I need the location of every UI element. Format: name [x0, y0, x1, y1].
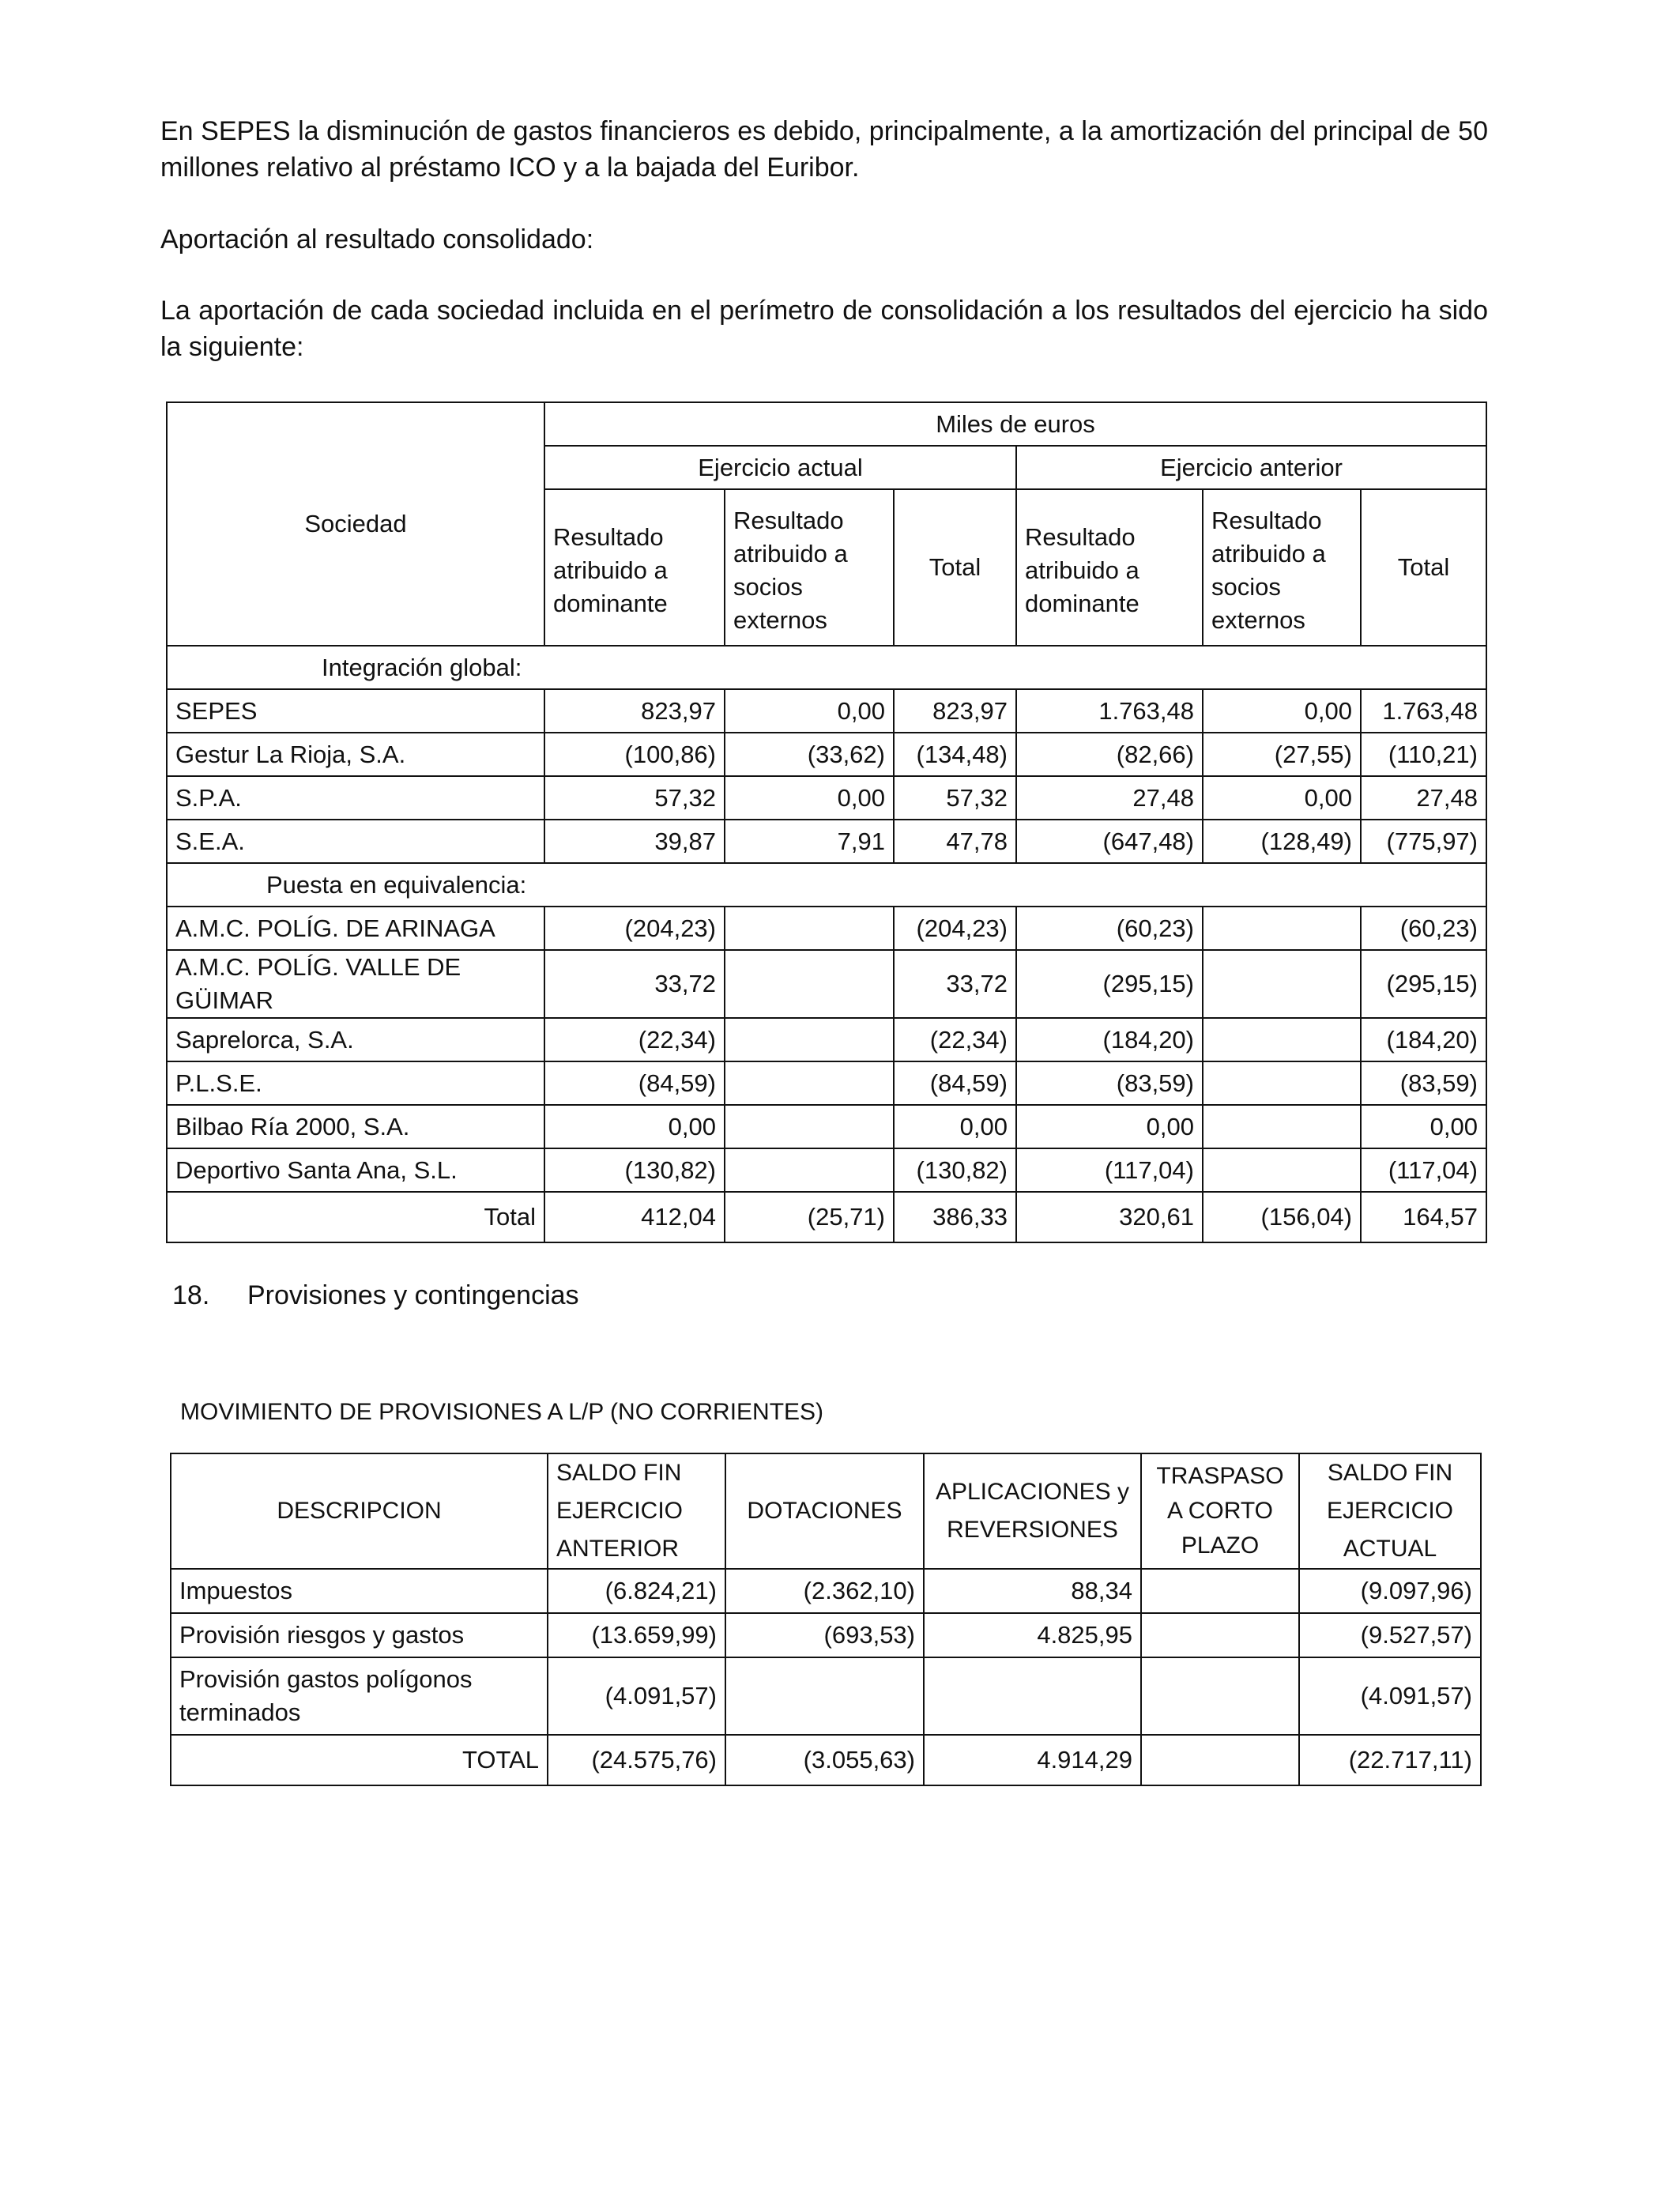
table-row: [167, 820, 1486, 863]
cell: 33,72: [544, 950, 725, 1018]
cell: 57,32: [894, 776, 1016, 820]
row-label: Impuestos: [171, 1569, 548, 1613]
section-title: Provisiones y contingencias: [247, 1280, 579, 1310]
cell: (184,20): [1016, 1018, 1203, 1061]
cell: (130,82): [544, 1148, 725, 1192]
header-actual: Ejercicio actual: [544, 446, 1016, 489]
table-row: [167, 1148, 1486, 1192]
cell: 88,34: [924, 1569, 1141, 1613]
cell: (83,59): [1361, 1061, 1486, 1105]
cell: [725, 950, 894, 1018]
group-label: Integración global:: [167, 646, 1486, 689]
header-row: [171, 1453, 1481, 1569]
cell: 0,00: [544, 1105, 725, 1148]
cell: (100,86): [544, 733, 725, 776]
table-row: [167, 950, 1486, 1018]
cell: (156,04): [1203, 1192, 1361, 1242]
table-row: [167, 689, 1486, 733]
header-descripcion: DESCRIPCION: [171, 1453, 548, 1569]
header-row-1: [167, 402, 1486, 446]
cell: [725, 1018, 894, 1061]
cell: (22,34): [544, 1018, 725, 1061]
row-label: Provisión gastos polígonos terminados: [171, 1657, 548, 1735]
cell: [1141, 1657, 1299, 1735]
header-traspaso: TRASPASO A CORTO PLAZO: [1141, 1453, 1299, 1569]
cell: 4.914,29: [924, 1735, 1141, 1785]
cell: (9.527,57): [1299, 1613, 1481, 1657]
table-row: [167, 1018, 1486, 1061]
cell: [924, 1657, 1141, 1735]
header-saldo-anterior: SALDO FIN EJERCICIO ANTERIOR: [548, 1453, 725, 1569]
cell: (128,49): [1203, 820, 1361, 863]
total-row: [167, 1192, 1486, 1242]
cell: [1141, 1613, 1299, 1657]
header-total-prev: Total: [1361, 489, 1486, 646]
cell: [1203, 1105, 1361, 1148]
cell: (24.575,76): [548, 1735, 725, 1785]
cell: (6.824,21): [548, 1569, 725, 1613]
header-dominante-prev: Resultado atribuido a dominante: [1016, 489, 1203, 646]
cell: 412,04: [544, 1192, 725, 1242]
row-label: Saprelorca, S.A.: [167, 1018, 544, 1061]
total-label: TOTAL: [171, 1735, 548, 1785]
cell: (33,62): [725, 733, 894, 776]
cell: (117,04): [1361, 1148, 1486, 1192]
table-row: [167, 733, 1486, 776]
cell: (4.091,57): [548, 1657, 725, 1735]
row-label: P.L.S.E.: [167, 1061, 544, 1105]
table-row: [171, 1613, 1481, 1657]
cell: [1203, 950, 1361, 1018]
cell: (83,59): [1016, 1061, 1203, 1105]
cell: 1.763,48: [1016, 689, 1203, 733]
cell: (295,15): [1016, 950, 1203, 1018]
cell: 386,33: [894, 1192, 1016, 1242]
provisions-table: [170, 1453, 1482, 1786]
cell: (4.091,57): [1299, 1657, 1481, 1735]
total-label: Total: [167, 1192, 544, 1242]
cell: (117,04): [1016, 1148, 1203, 1192]
row-label: S.P.A.: [167, 776, 544, 820]
cell: (110,21): [1361, 733, 1486, 776]
cell: (9.097,96): [1299, 1569, 1481, 1613]
cell: (693,53): [725, 1613, 924, 1657]
row-label: Provisión riesgos y gastos: [171, 1613, 548, 1657]
header-sociedad: Sociedad: [167, 402, 544, 646]
cell: [1203, 1018, 1361, 1061]
cell: (204,23): [894, 907, 1016, 950]
cell: (2.362,10): [725, 1569, 924, 1613]
cell: 27,48: [1016, 776, 1203, 820]
cell: 0,00: [1361, 1105, 1486, 1148]
header-aplicaciones: APLICACIONES y REVERSIONES: [924, 1453, 1141, 1569]
cell: (84,59): [894, 1061, 1016, 1105]
cell: 57,32: [544, 776, 725, 820]
cell: 33,72: [894, 950, 1016, 1018]
group-row: [167, 646, 1486, 689]
cell: [725, 1061, 894, 1105]
cell: 47,78: [894, 820, 1016, 863]
header-dotaciones: DOTACIONES: [725, 1453, 924, 1569]
cell: (22.717,11): [1299, 1735, 1481, 1785]
cell: [725, 1105, 894, 1148]
cell: (295,15): [1361, 950, 1486, 1018]
cell: (25,71): [725, 1192, 894, 1242]
results-table: [166, 401, 1487, 1243]
cell: 320,61: [1016, 1192, 1203, 1242]
cell: [725, 1657, 924, 1735]
row-label: Bilbao Ría 2000, S.A.: [167, 1105, 544, 1148]
cell: 0,00: [1016, 1105, 1203, 1148]
header-saldo-actual: SALDO FIN EJERCICIO ACTUAL: [1299, 1453, 1481, 1569]
group-row: [167, 863, 1486, 907]
header-dominante: Resultado atribuido a dominante: [544, 489, 725, 646]
total-row: [171, 1735, 1481, 1785]
table-row: [171, 1569, 1481, 1613]
cell: 0,00: [725, 776, 894, 820]
header-total: Total: [894, 489, 1016, 646]
cell: 823,97: [544, 689, 725, 733]
table-row: [167, 1105, 1486, 1148]
cell: [1203, 907, 1361, 950]
cell: (60,23): [1016, 907, 1203, 950]
cell: 0,00: [1203, 689, 1361, 733]
table-row: [167, 907, 1486, 950]
intro-paragraph-2: La aportación de cada sociedad incluida en el perímetro de consolidación a los resultados del ejercicio ha sido la siguiente:: [160, 296, 1488, 362]
cell: (184,20): [1361, 1018, 1486, 1061]
intro-paragraph: En SEPES la disminución de gastos financieros es debido, principalmente, a la amortización del principal de 50 millones relativo al préstamo ICO y a la bajada del Euribor.: [160, 116, 1488, 183]
cell: (204,23): [544, 907, 725, 950]
table-row: [167, 1061, 1486, 1105]
cell: [725, 1148, 894, 1192]
table-caption: MOVIMIENTO DE PROVISIONES A L/P (NO CORRIENTES): [180, 1399, 824, 1425]
row-label: Deportivo Santa Ana, S.L.: [167, 1148, 544, 1192]
cell: [1141, 1569, 1299, 1613]
header-externos-prev: Resultado atribuido a socios externos: [1203, 489, 1361, 646]
cell: [1203, 1061, 1361, 1105]
cell: 0,00: [725, 689, 894, 733]
cell: (27,55): [1203, 733, 1361, 776]
cell: 823,97: [894, 689, 1016, 733]
cell: [725, 907, 894, 950]
row-label: A.M.C. POLÍG. VALLE DE GÜIMAR: [167, 950, 544, 1018]
header-externos: Resultado atribuido a socios externos: [725, 489, 894, 646]
header-anterior: Ejercicio anterior: [1016, 446, 1486, 489]
cell: (647,48): [1016, 820, 1203, 863]
cell: 0,00: [1203, 776, 1361, 820]
group-label: Puesta en equivalencia:: [167, 863, 1486, 907]
cell: (130,82): [894, 1148, 1016, 1192]
section-number: 18.: [172, 1280, 210, 1310]
cell: 1.763,48: [1361, 689, 1486, 733]
cell: (22,34): [894, 1018, 1016, 1061]
cell: 164,57: [1361, 1192, 1486, 1242]
cell: [1141, 1735, 1299, 1785]
row-label: SEPES: [167, 689, 544, 733]
cell: (60,23): [1361, 907, 1486, 950]
cell: 27,48: [1361, 776, 1486, 820]
cell: (82,66): [1016, 733, 1203, 776]
table-row: [171, 1657, 1481, 1735]
cell: (84,59): [544, 1061, 725, 1105]
cell: 4.825,95: [924, 1613, 1141, 1657]
cell: (3.055,63): [725, 1735, 924, 1785]
section-lead: Aportación al resultado consolidado:: [160, 224, 594, 254]
cell: [1203, 1148, 1361, 1192]
header-miles: Miles de euros: [544, 402, 1486, 446]
row-label: A.M.C. POLÍG. DE ARINAGA: [167, 907, 544, 950]
cell: 39,87: [544, 820, 725, 863]
cell: (134,48): [894, 733, 1016, 776]
row-label: S.E.A.: [167, 820, 544, 863]
cell: (13.659,99): [548, 1613, 725, 1657]
cell: 0,00: [894, 1105, 1016, 1148]
row-label: Gestur La Rioja, S.A.: [167, 733, 544, 776]
table-row: [167, 776, 1486, 820]
cell: (775,97): [1361, 820, 1486, 863]
cell: 7,91: [725, 820, 894, 863]
